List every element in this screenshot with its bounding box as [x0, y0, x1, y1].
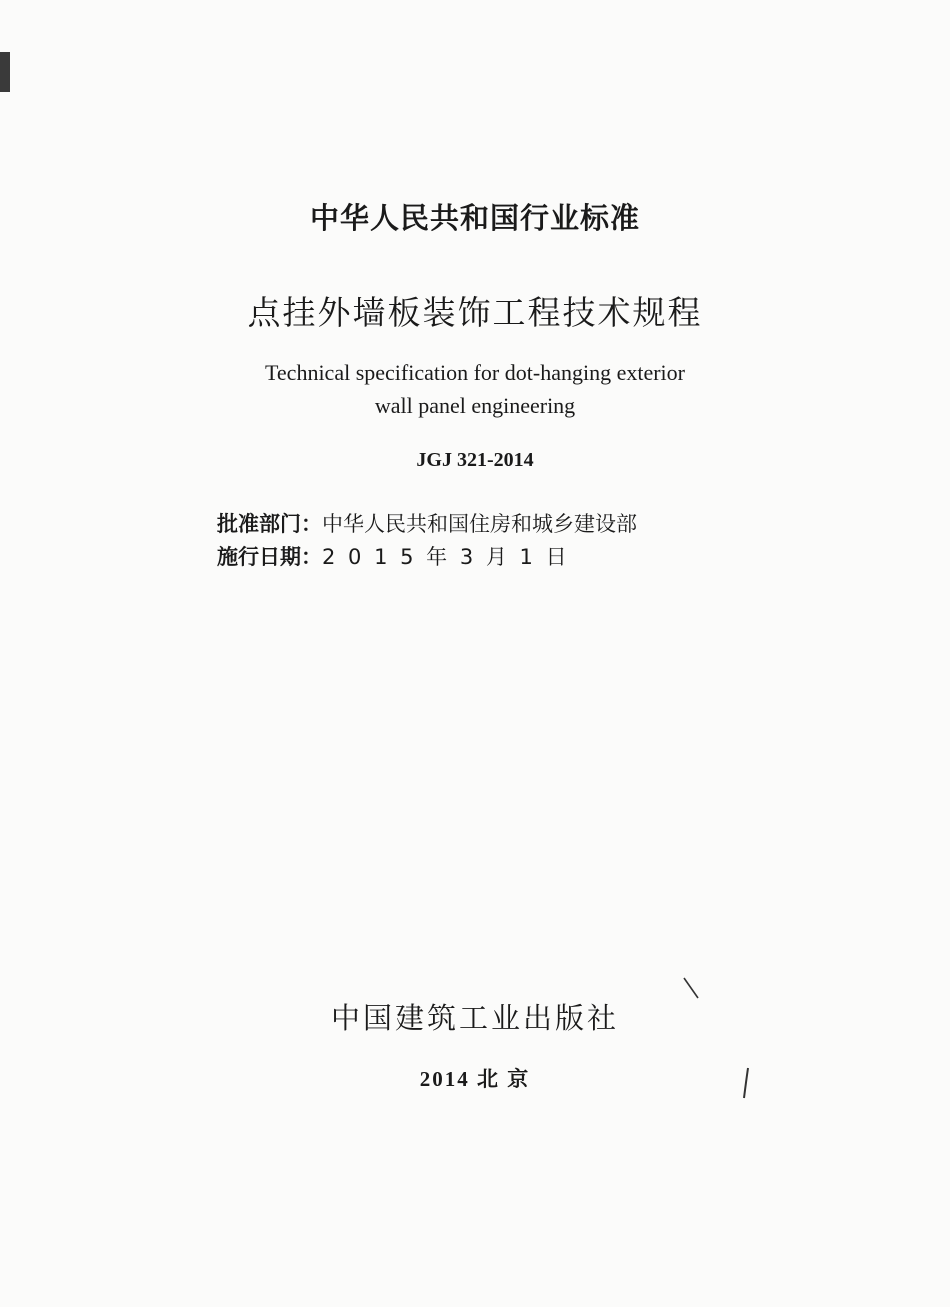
english-title-line-1: Technical specification for dot-hanging exterior — [265, 360, 685, 385]
approval-label: 批准部门： — [217, 512, 322, 536]
document-title-chinese: 点挂外墙板装饰工程技术规程 — [247, 293, 703, 332]
standard-code: JGJ 321-2014 — [416, 449, 534, 471]
pen-stroke-1 — [684, 978, 698, 998]
standard-category: 中华人民共和国行业标准 — [309, 201, 640, 235]
publisher-name: 中国建筑工业出版社 — [330, 1001, 619, 1035]
effective-date-value: 2 0 1 5 年 3 月 1 日 — [322, 545, 570, 569]
publication-year-place: 2014 北 京 — [419, 1067, 531, 1091]
approval-value: 中华人民共和国住房和城乡建设部 — [322, 512, 637, 536]
english-title-line-2: wall panel engineering — [374, 393, 576, 418]
pen-stroke-2 — [744, 1068, 748, 1098]
effective-date-label: 施行日期： — [217, 545, 322, 569]
